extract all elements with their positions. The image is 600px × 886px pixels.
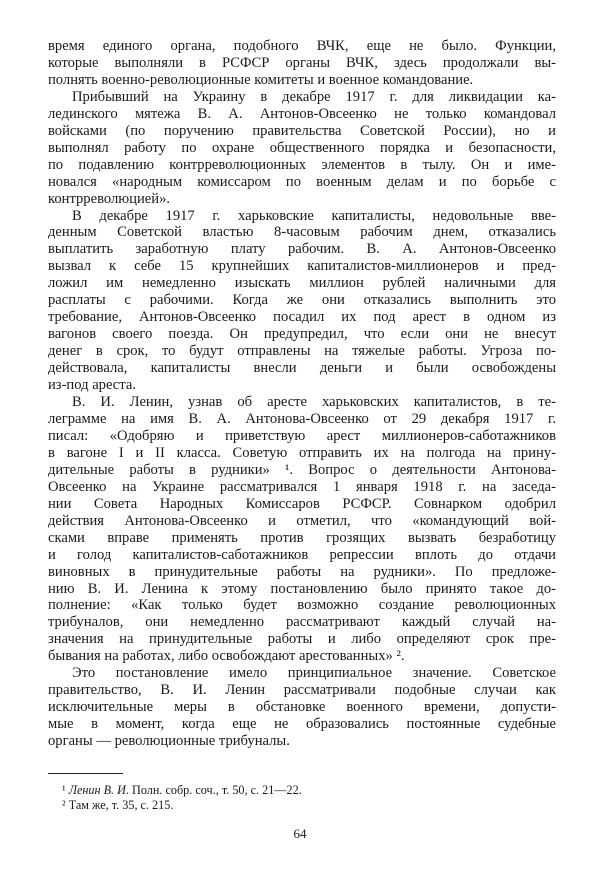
- text-line: В. И. Ленин, узнав об аресте харьковских капиталистов, в те-: [72, 394, 556, 411]
- text-line: полнять военно-революционные комитеты и военное командование.: [48, 71, 474, 88]
- text-line: виновных в принудительные работы на рудники». По предложе-: [48, 563, 556, 580]
- text-line: Это постановление имело принципиальное значение. Советское: [72, 665, 556, 682]
- text-line: дительные работы в рудники» ¹. Вопрос о деятельности Антонова-: [48, 461, 556, 478]
- text-line: контрреволюцией».: [48, 190, 171, 207]
- text-line: леграмме на имя В. А. Антонова-Овсеенко от 29 декабря 1917 г.: [48, 410, 556, 427]
- text-line: расплаты с рабочими. Когда же они отказались выполнить это: [48, 292, 556, 309]
- footnote-mark: ²: [62, 798, 66, 812]
- text-line: полнение: «Как только будет возможно создание революционных: [48, 597, 556, 614]
- text-line: мые в момент, когда еще не образовались постоянные судебные: [48, 716, 556, 733]
- text-line: из-под ареста.: [48, 377, 136, 394]
- text-line: вагонов своего поезда. Он предупредил, что если они не внесут: [48, 326, 556, 343]
- text-line: сками вправе применять против грозящих вызвать безработицу: [48, 529, 556, 546]
- paragraph: [48, 665, 556, 750]
- text-line: войсками (по поручению правительства Советской России), но и: [48, 122, 556, 139]
- page-number: 64: [293, 826, 307, 841]
- footnote-mark: ¹: [62, 783, 66, 797]
- text-line: органы — революционные трибуналы.: [48, 733, 290, 750]
- text-line: нию В. И. Ленина к этому постановлению было принято такое до-: [48, 580, 556, 597]
- text-line: В декабре 1917 г. харьковские капиталисты, недовольные вве-: [72, 207, 556, 224]
- text-line: трибуналов, они немедленно рассматривают каждый случай на-: [48, 614, 556, 631]
- text-line: выполнял работу по охране общественного порядка и безопасности,: [48, 139, 556, 156]
- paragraph: [48, 89, 556, 208]
- text-line: лединского мятежа В. А. Антонов-Овсеенко не только командовал: [48, 105, 556, 122]
- text-line: и голод капиталистов-саботажников репрессии вплоть до отдачи: [48, 546, 556, 563]
- paragraph: [48, 38, 556, 89]
- text-line: денег в срок, то будут отправлены на тяжелые работы. Угроза по-: [48, 343, 556, 360]
- footnote-1: [62, 783, 302, 798]
- text-line: нии Совета Народных Комиссаров РСФСР. Совнарком одобрил: [48, 495, 556, 512]
- paragraph: [48, 208, 556, 394]
- footnote-author: Ленин В. И.: [68, 783, 129, 797]
- text-line: действовала, капиталисты внесли деньги и были освобождены: [48, 360, 556, 377]
- footnote-text: Полн. собр. соч., т. 50, с. 21—22.: [129, 783, 302, 797]
- text-line: требование, Антонов-Овсеенко посадил их под арест в одном из: [48, 309, 556, 326]
- text-line: Овсеенко на Украине рассматривался 1 января 1918 г. на заседа-: [48, 478, 556, 495]
- text-line: бывания на работах, либо освобождают арестованных» ².: [48, 648, 405, 665]
- text-line: новался «народным комиссаром по военным делам и по борьбе с: [48, 173, 556, 190]
- text-line: ложил им немедленно изыскать миллион рублей наличными для: [48, 275, 556, 292]
- text-line: выплатить заработную плату рабочим. В. А. Антонов-Овсеенко: [48, 241, 556, 258]
- text-line: исключительные меры в обстановке военного времени, допусти-: [48, 699, 556, 716]
- paragraph: [48, 394, 556, 665]
- text-line: которые выполняли в РСФСР органы ВЧК, здесь продолжали вы-: [48, 54, 556, 71]
- text-line: значения на принудительные работы и либо определяют срок пре-: [48, 631, 556, 648]
- body-text: [48, 38, 556, 750]
- footnotes: [62, 783, 302, 813]
- text-line: действия Антонова-Овсеенко и отметил, что «командующий вой-: [48, 512, 556, 529]
- text-line: в вагоне I и II класса. Советую отправить их на полгода на прину-: [48, 444, 556, 461]
- text-line: время единого органа, подобного ВЧК, еще не было. Функции,: [48, 38, 556, 54]
- text-line: Прибывший на Украину в декабре 1917 г. для ликвидации ка-: [72, 88, 556, 105]
- text-line: вызвал к себе 15 крупнейших капиталистов-миллионеров и пред-: [48, 258, 556, 275]
- footnote-divider: [48, 773, 123, 774]
- footnote-text: Там же, т. 35, с. 215.: [65, 798, 174, 812]
- text-line: по подавлению контрреволюционных элементов в тылу. Он и име-: [48, 156, 556, 173]
- text-line: денным Советской властью 8-часовым рабочим днем, отказались: [48, 224, 556, 241]
- footnote-2: [62, 798, 302, 813]
- text-line: писал: «Одобряю и приветствую арест миллионеров-саботажников: [48, 427, 556, 444]
- text-line: правительство, В. И. Ленин рассматривали подобные случаи как: [48, 682, 556, 699]
